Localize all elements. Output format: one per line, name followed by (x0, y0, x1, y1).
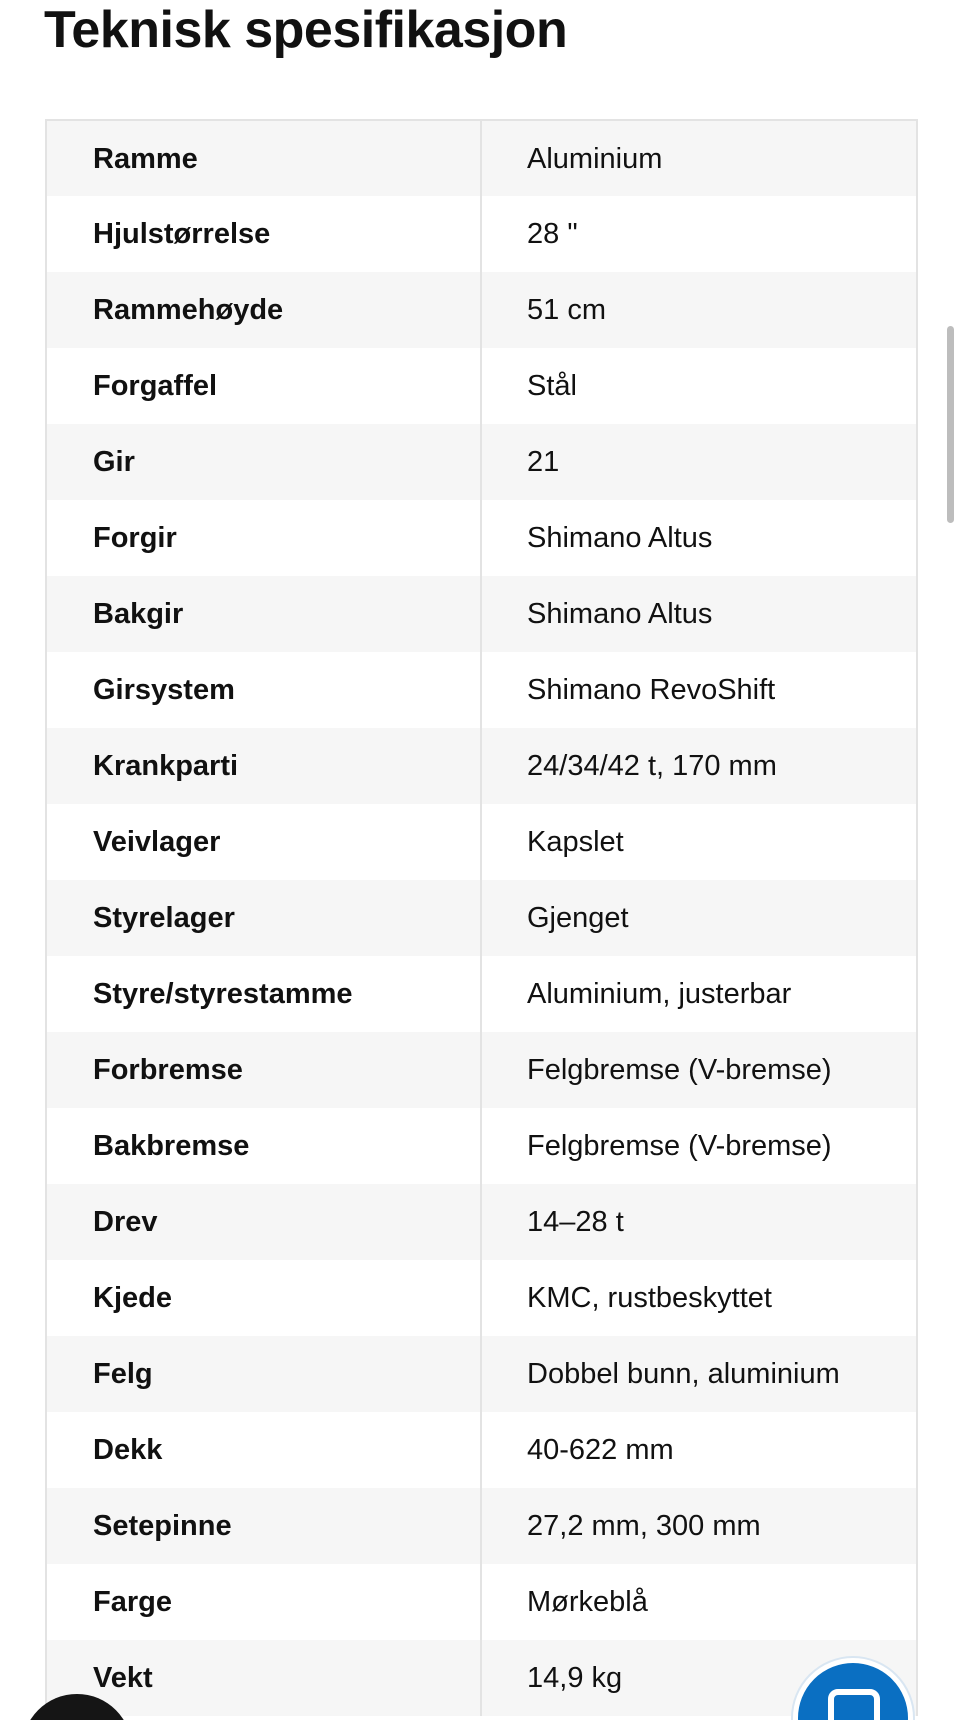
spec-label: Farge (46, 1564, 481, 1640)
spec-value: 27,2 mm, 300 mm (527, 1510, 761, 1542)
spec-value: 24/34/42 t, 170 mm (527, 750, 777, 782)
spec-row (46, 652, 917, 728)
spec-row (46, 1488, 917, 1564)
spec-row (46, 1640, 917, 1716)
spec-label: Styrelager (46, 880, 481, 956)
spec-label: Hjulstørrelse (46, 196, 481, 272)
spec-label: Forgaffel (46, 348, 481, 424)
spec-label: Forbremse (46, 1032, 481, 1108)
spec-label: Kjede (46, 1260, 481, 1336)
spec-value: 21 (527, 446, 560, 478)
spec-row (46, 576, 917, 652)
page-title: Teknisk spesifikasjon (44, 1, 568, 59)
spec-label: Drev (46, 1184, 481, 1260)
spec-row (46, 1108, 917, 1184)
spec-value: Shimano RevoShift (527, 674, 776, 706)
spec-row (46, 424, 917, 500)
spec-row (46, 120, 917, 196)
spec-table-body (46, 120, 917, 1716)
spec-value: Gjenget (527, 902, 629, 934)
spec-label: Girsystem (46, 652, 481, 728)
spec-row (46, 1260, 917, 1336)
spec-row (46, 1184, 917, 1260)
spec-value: 14–28 t (527, 1206, 624, 1238)
spec-row (46, 1032, 917, 1108)
spec-row (46, 1564, 917, 1640)
spec-value: 28 " (527, 218, 578, 250)
spec-value: Mørkeblå (527, 1586, 648, 1618)
spec-value: Shimano Altus (527, 522, 713, 554)
spec-value: Shimano Altus (527, 598, 713, 630)
spec-row (46, 1412, 917, 1488)
spec-table (45, 119, 918, 1716)
spec-label: Rammehøyde (46, 272, 481, 348)
spec-label: Setepinne (46, 1488, 481, 1564)
spec-value: Aluminium (527, 142, 663, 175)
spec-row (46, 880, 917, 956)
spec-row (46, 956, 917, 1032)
spec-row (46, 804, 917, 880)
spec-label: Bakgir (46, 576, 481, 652)
spec-value: KMC, rustbeskyttet (527, 1282, 772, 1314)
spec-label: Veivlager (46, 804, 481, 880)
spec-label: Ramme (46, 120, 481, 196)
spec-row (46, 348, 917, 424)
chat-icon (828, 1689, 880, 1720)
spec-row (46, 196, 917, 272)
spec-value: Felgbremse (V-bremse) (527, 1130, 832, 1162)
spec-label: Vekt (46, 1640, 481, 1716)
spec-value: 14,9 kg (527, 1662, 623, 1694)
spec-value: Felgbremse (V-bremse) (527, 1054, 832, 1086)
spec-label: Bakbremse (46, 1108, 481, 1184)
spec-value: Dobbel bunn, aluminium (527, 1358, 840, 1390)
spec-label: Forgir (46, 500, 481, 576)
spec-label: Felg (46, 1336, 481, 1412)
spec-value: Aluminium, justerbar (527, 978, 792, 1010)
spec-value: 40-622 mm (527, 1434, 674, 1466)
spec-value: Stål (527, 370, 577, 402)
spec-row (46, 728, 917, 804)
scrollbar-thumb[interactable] (947, 326, 954, 523)
spec-row (46, 1336, 917, 1412)
spec-value: Kapslet (527, 826, 624, 858)
spec-value: 51 cm (527, 294, 606, 326)
spec-label: Styre/styrestamme (46, 956, 481, 1032)
spec-row (46, 500, 917, 576)
spec-label: Gir (46, 424, 481, 500)
spec-label: Dekk (46, 1412, 481, 1488)
spec-label: Krankparti (46, 728, 481, 804)
spec-row (46, 272, 917, 348)
